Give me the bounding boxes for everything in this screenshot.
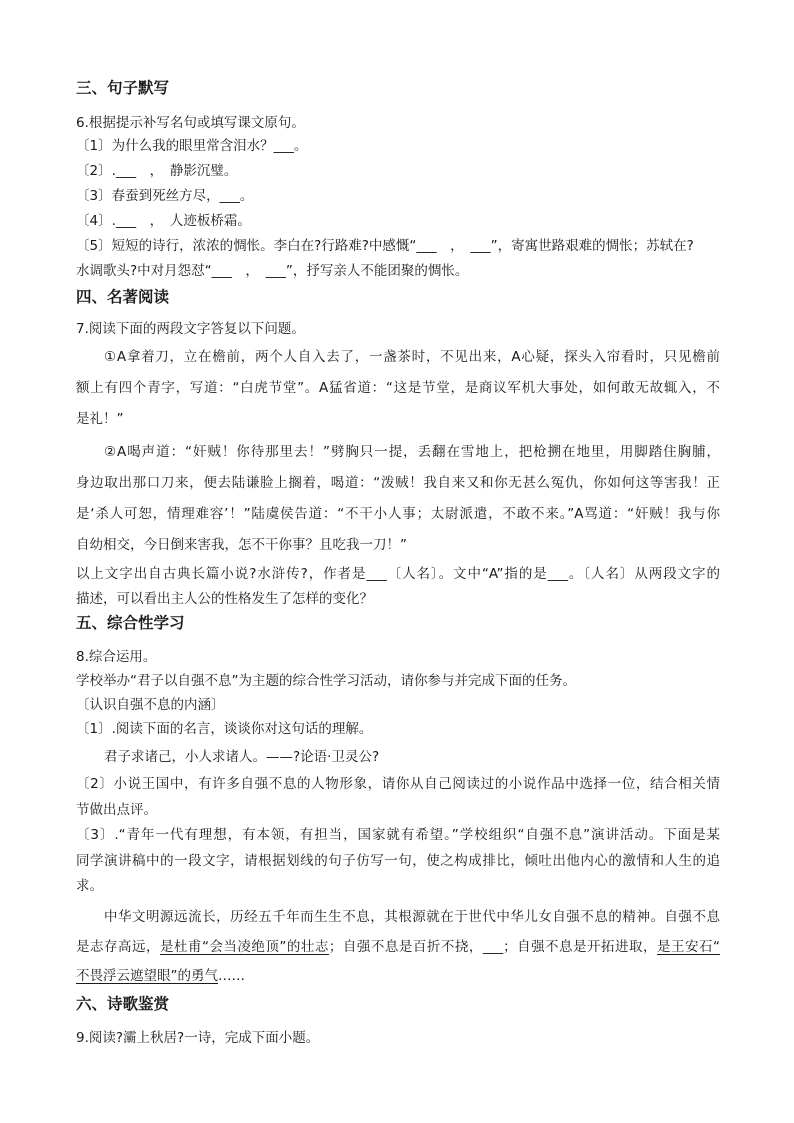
ellipsis: …… <box>218 968 245 984</box>
question-7-text-line-1: 以上文字出自古典长篇小说?水浒传?，作者是___〔人名〕。文中“A”指的是___。〔人名〕从两段文字的 <box>76 566 720 582</box>
task-3-line-3: 求。 <box>76 878 103 894</box>
passage-2-line-1: ②A喝声道：“奸贼！你待那里去！”劈胸只一提，丢翻在雪地上，把枪搠在地里，用脚踏住胸脯， <box>104 444 720 460</box>
passage-2-line-2: 身边取出那口刀来，便去陆谦脸上搁着，喝道：“泼贼！我自来又和你无甚么冤仇，你如何这等害我！正 <box>76 475 720 491</box>
task-1: 〔1〕.阅读下面的名言，谈谈你对这句话的理解。 <box>76 721 373 737</box>
question-9-prompt: 9.阅读?灞上秋居?一诗，完成下面小题。 <box>76 1030 320 1046</box>
question-8-subheading: 〔认识自强不息的内涵〕 <box>76 697 225 713</box>
question-8-prompt: 8.综合运用。 <box>76 649 157 665</box>
underlined-sentence-2-end: 不畏浮云遮望眼”的勇气 <box>76 968 218 984</box>
essay-line-1: 中华文明源远流长，历经五千年而生生不息，其根源就在于世代中华儿女自强不息的精神。自强不息 <box>104 909 720 925</box>
section-heading-4: 四、名著阅读 <box>76 288 170 306</box>
question-6-item-2: 〔2〕.___ ， 静影沉璧。 <box>76 163 238 179</box>
underlined-sentence-1: 是杜甫“会当凌绝顶”的壮志 <box>159 939 329 955</box>
section-heading-5: 五、综合性学习 <box>76 614 185 632</box>
task-2-line-2: 节做出点评。 <box>76 802 157 818</box>
question-6-item-4: 〔4〕.___ ， 人迹板桥霜。 <box>76 213 251 229</box>
essay-text: ；自强不息是百折不挠，___；自强不息是开拓进取， <box>328 939 658 955</box>
underlined-sentence-2-start: 是王安石“ <box>657 939 721 955</box>
section-heading-6: 六、诗歌鉴赏 <box>76 995 170 1013</box>
question-8-intro: 学校举办“君子以自强不息”为主题的综合性学习活动，请你参与并完成下面的任务。 <box>76 673 576 689</box>
task-1-quote: 君子求诸己，小人求诸人。——?论语·卫灵公? <box>104 749 380 765</box>
question-6-item-3: 〔3〕春蚕到死丝方尽，___。 <box>76 188 254 204</box>
question-6-prompt: 6.根据提示补写名句或填写课文原句。 <box>76 115 305 131</box>
essay-text: 是志存高远， <box>76 939 160 955</box>
passage-2-line-3: 是‘杀人可恕，情理难容’！”陆虞侯告道：“不干小人事；太尉派遣，不敢不来。”A骂道：“奸贼！我与你 <box>76 506 720 522</box>
question-6-item-5-line-2: 水调歌头?中对月怨怼“___ ， ___”，抒写亲人不能团聚的惆怅。 <box>76 263 469 279</box>
essay-line-2 <box>76 938 720 957</box>
section-heading-3: 三、句子默写 <box>76 79 170 97</box>
task-3-line-1: 〔3〕.“青年一代有理想，有本领，有担当，国家就有希望。”学校组织“自强不息”演讲活动。下面是某 <box>76 827 720 843</box>
question-6-item-1: 〔1〕为什么我的眼里常含泪水？___。 <box>76 138 308 154</box>
question-7-prompt: 7.阅读下面的两段文字答复以下问题。 <box>76 321 305 337</box>
question-7-text-line-2: 描述，可以看出主人公的性格发生了怎样的变化？ <box>76 591 373 607</box>
passage-2-line-4: 自幼相交，今日倒来害我，怎不干你事？且吃我一刀！” <box>76 537 407 553</box>
task-2-line-1: 〔2〕小说王国中，有许多自强不息的人物形象，请你从自己阅读过的小说作品中选择一位，结合相关情 <box>76 776 720 792</box>
essay-line-3 <box>76 967 720 986</box>
passage-1-line-3: 是礼！” <box>76 411 124 427</box>
passage-1-line-2: 额上有四个青字，写道：“白虎节堂”。A猛省道：“这是节堂，是商议军机大事处，如何敢无故辄入，不 <box>76 380 720 396</box>
question-6-item-5-line-1: 〔5〕短短的诗行，浓浓的惆怅。李白在?行路难?中感慨“___ ， ___”，寄寓世路艰难的惆怅；苏轼在? <box>76 238 694 254</box>
task-3-line-2: 同学演讲稿中的一段文字，请根据划线的句子仿写一句，使之构成排比，倾吐出他内心的激情和人生的追 <box>76 853 720 869</box>
passage-1-line-1: ①A拿着刀，立在檐前，两个人自入去了，一盏茶时，不见出来，A心疑，探头入帘看时，只见檐前 <box>104 349 720 365</box>
